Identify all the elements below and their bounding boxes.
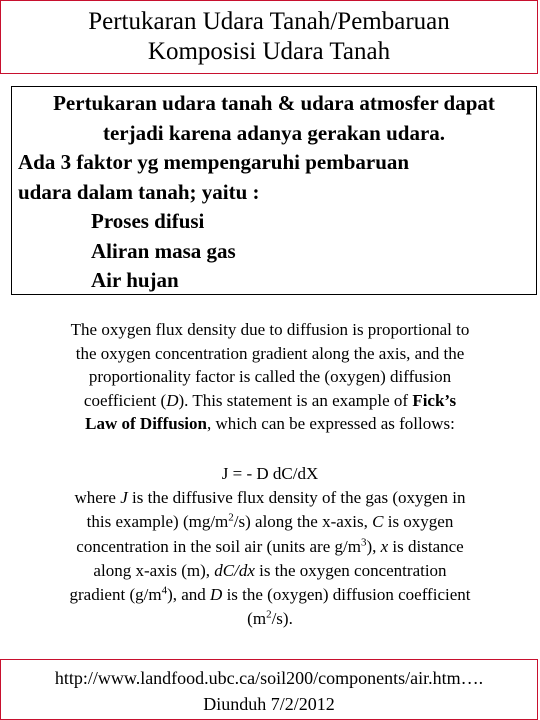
formula-equation: J = - D dC/dX	[221, 464, 319, 483]
formula-where-line-2: this example) $(mg/m^2/s)$ along the x-axis, C is oxygen	[86, 511, 454, 532]
formula-where-line-4: along x-axis (m), dC/dx is the oxygen concentration	[93, 560, 447, 580]
formula-where-line-6: $(m^2/s)$.	[247, 608, 293, 629]
formula-where-line-1: where J is the diffusive flux density of the gas (oxygen in	[74, 488, 466, 508]
formula-block	[0, 462, 540, 631]
paragraph-line-5: Law of Diffusion, which can be expressed as follows:	[85, 414, 455, 433]
source-url: http://www.landfood.ubc.ca/soil200/components/air.htm….	[54, 668, 484, 688]
intro-line-1: Pertukaran udara tanah & udara atmosfer dapat	[53, 91, 495, 115]
formula-where-line-3: concentration in the soil air (units are $g/m^3$), x is distance	[76, 535, 464, 556]
intro-line-3: Ada 3 faktor yg mempengaruhi pembaruan	[18, 150, 410, 174]
paragraph-line-3: proportionality factor is called the (oxygen) diffusion	[88, 367, 452, 386]
intro-line-4: udara dalam tanah; yaitu :	[18, 179, 260, 204]
intro-line-2: terjadi karena adanya gerakan udara.	[102, 120, 446, 145]
factor-item-diffusion: Proses difusi	[91, 209, 205, 233]
fick-paragraph	[0, 318, 540, 436]
paragraph-line-4: coefficient (D). This statement is an example of Fick’s	[83, 390, 457, 410]
factor-item-rain: Air hujan	[91, 268, 179, 292]
formula-where-line-5: gradient $(g/m^4)$, and D is the (oxygen) diffusion coefficient	[69, 584, 471, 605]
factor-item-mass-flow: Aliran masa gas	[91, 238, 236, 263]
title-line-1: Pertukaran Udara Tanah/Pembaruan	[88, 8, 450, 35]
paragraph-line-1: The oxygen flux density due to diffusion is proportional to	[70, 320, 470, 339]
source-footer	[0, 659, 538, 720]
title-box	[0, 0, 538, 74]
download-date: Diunduh 7/2/2012	[203, 694, 335, 714]
title-line-2: Komposisi Udara Tanah	[147, 38, 391, 65]
paragraph-line-2: the oxygen concentration gradient along the axis, and the	[75, 343, 465, 363]
factors-box	[11, 86, 537, 295]
